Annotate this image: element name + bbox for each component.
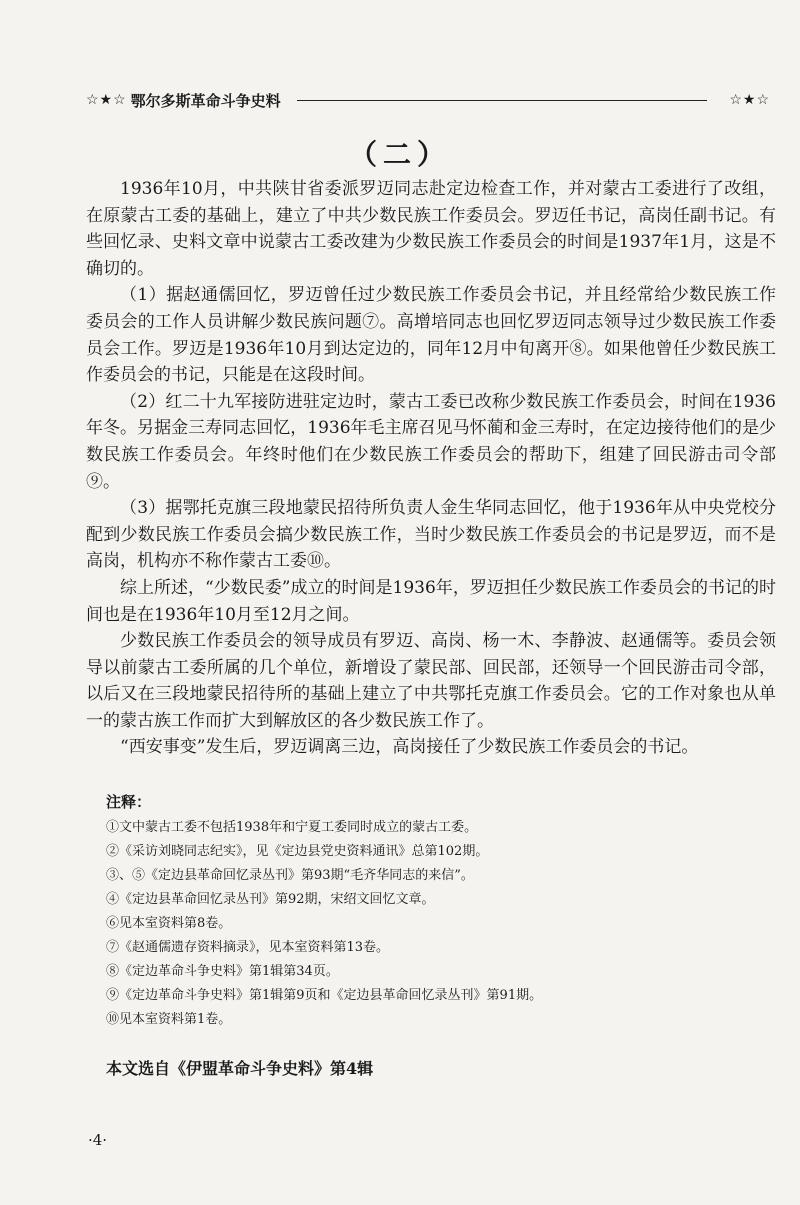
paragraph: 少数民族工作委员会的领导成员有罗迈、高岗、杨一木、李静波、赵通儒等。委员会领导以前蒙古工委所属的几个单位，新增设了蒙民部、回民部，还领导一个回民游击司令部，以后又在三段地蒙民招待所的基础上建立了中共鄂托克旗工作委员会。它的工作对象也从单一的蒙古族工作而扩大到解放区的各少数民族工作了。 [86, 631, 776, 731]
paragraph: （2）红二十九军接防进驻定边时，蒙古工委已改称少数民族工作委员会，时间在1936年冬。另据金三寿同志回忆，1936年毛主席召见马怀蔺和金三寿时，在定边接待他们的是少数民族工作委员会。年终时他们在少数民族工作委员会的帮助下，组建了回民游击司令部⑨。 [86, 391, 776, 492]
paragraph: （3）据鄂托克旗三段地蒙民招待所负责人金生华同志回忆，他于1936年从中央党校分配到少数民族工作委员会搞少数民族工作，当时少数民族工作委员会的书记是罗迈，而不是高岗，机构亦不称作蒙古工委⑩。 [86, 498, 776, 572]
header-stars-right: ☆★☆ [729, 92, 770, 108]
note-item: ⑧《定边革命斗争史料》第1辑第34页。 [106, 964, 339, 979]
paragraph: “西安事变”发生后，罗迈调离三边，高岗接任了少数民族工作委员会的书记。 [120, 737, 699, 758]
running-header [86, 90, 770, 110]
paragraph: 综上所述，“少数民委”成立的时间是1936年，罗迈担任少数民族工作委员会的书记的时间也是在1936年10月至12月之间。 [86, 577, 776, 625]
note-item: ⑩见本室资料第1卷。 [106, 1012, 232, 1027]
section-title: （二） [348, 138, 451, 171]
header-rule [297, 100, 708, 101]
body-text [86, 176, 776, 761]
note-item: ②《采访刘晓同志纪实》，见《定边县党史资料通讯》总第102期。 [106, 844, 489, 859]
source-citation: 本文选自《伊盟革命斗争史料》第4辑 [106, 1059, 374, 1078]
note-item: ⑥见本室资料第8卷。 [106, 916, 232, 931]
header-stars-left: ☆★☆ [86, 92, 127, 108]
paragraph: 1936年10月，中共陕甘省委派罗迈同志赴定边检查工作，并对蒙古工委进行了改组，在原蒙古工委的基础上，建立了中共少数民族工作委员会。罗迈任书记，高岗任副书记。有些回忆录、史料文章中说蒙古工委改建为少数民族工作委员会的时间是1937年1月，这是不确切的。 [86, 179, 776, 279]
header-title: 鄂尔多斯革命斗争史料 [130, 91, 281, 110]
note-item: ④《定边县革命回忆录丛刊》第92期，宋绍文回忆文章。 [106, 892, 435, 907]
note-item: ①文中蒙古工委不包括1938年和宁夏工委同时成立的蒙古工委。 [106, 820, 478, 835]
note-item: ⑦《赵通儒遗存资料摘录》，见本室资料第13卷。 [106, 940, 390, 955]
notes-heading: 注释： [106, 793, 152, 811]
note-item: ⑨《定边革命斗争史料》第1辑第9页和《定边县革命回忆录丛刊》第91期。 [106, 988, 543, 1003]
notes-section [106, 790, 746, 1032]
paragraph: （1）据赵通儒回忆，罗迈曾任过少数民族工作委员会书记，并且经常给少数民族工作委员会的工作人员讲解少数民族问题⑦。高增培同志也回忆罗迈同志领导过少数民族工作委员会工作。罗迈是1936年10月到达定边的，同年12月中旬离开⑧。如果他曾任少数民族工作委员会的书记，只能是在这段时间。 [86, 285, 776, 386]
page-number: ·4· [88, 1131, 108, 1149]
note-item: ③、⑤《定边县革命回忆录丛刊》第93期“毛齐华同志的来信”。 [106, 868, 474, 883]
